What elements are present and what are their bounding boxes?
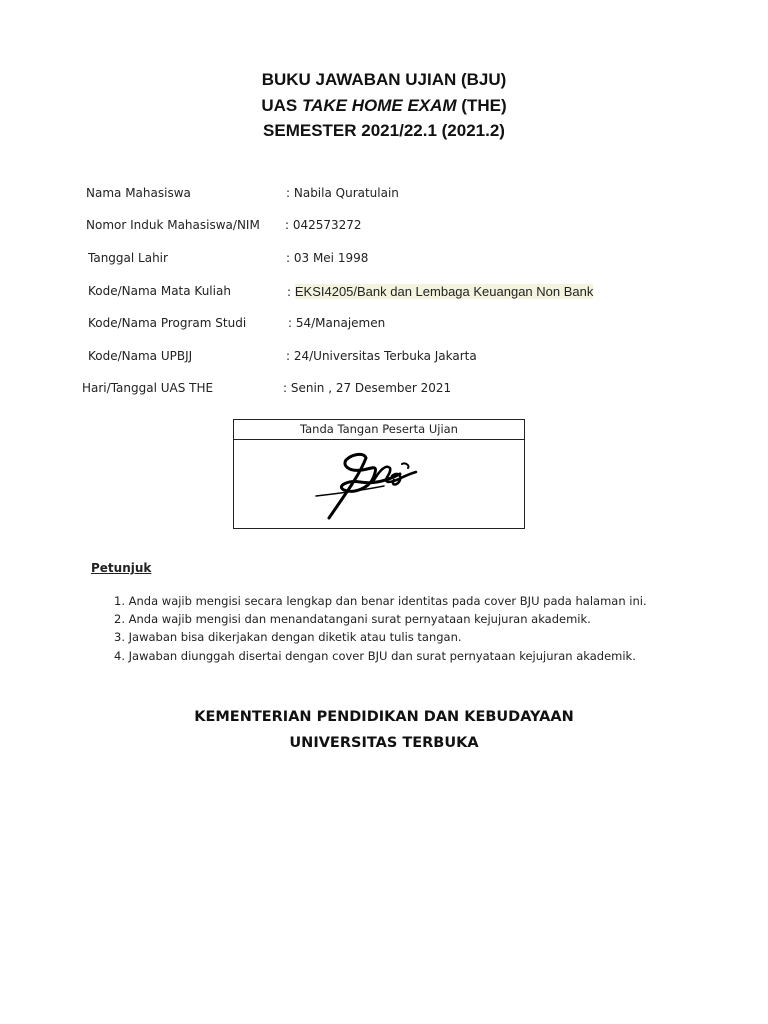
title-prefix: UAS <box>261 96 302 115</box>
instruction-item-1: 1. Anda wajib mengisi secara lengkap dan benar identitas pada cover BJU pada halaman ini. <box>114 594 647 608</box>
title-suffix: (THE) <box>456 96 507 115</box>
value-matkul-highlight: EKSI4205/Bank dan Lembaga Keuangan Non Bank <box>294 284 594 299</box>
signature-box <box>233 419 525 529</box>
label-upbjj: Kode/Nama UPBJJ <box>88 349 193 363</box>
doc-title-line3: SEMESTER 2021/22.1 (2021.2) <box>263 121 505 140</box>
doc-title-line2 <box>0 96 768 116</box>
title-italic: TAKE HOME EXAM <box>302 96 457 115</box>
label-nim: Nomor Induk Mahasiswa/NIM <box>86 218 260 232</box>
value-nim: : 042573272 <box>285 218 362 232</box>
value-hari: : Senin , 27 Desember 2021 <box>283 381 452 395</box>
label-hari: Hari/Tanggal UAS THE <box>82 381 214 395</box>
value-upbjj: : 24/Universitas Terbuka Jakarta <box>286 349 477 363</box>
instructions-title: Petunjuk <box>91 561 152 575</box>
signature-image <box>304 446 434 522</box>
label-matkul: Kode/Nama Mata Kuliah <box>88 284 231 298</box>
value-matkul-prefix: : <box>287 285 295 299</box>
instruction-item-3: 3. Jawaban bisa dikerjakan dengan diketik atau tulis tangan. <box>114 630 462 644</box>
footer-ministry: KEMENTERIAN PENDIDIKAN DAN KEBUDAYAAN <box>194 709 574 725</box>
instruction-item-4: 4. Jawaban diunggah disertai dengan cover BJU dan surat pernyataan kejujuran akademik. <box>114 649 636 663</box>
value-lahir: : 03 Mei 1998 <box>286 251 369 265</box>
doc-title-line1: BUKU JAWABAN UJIAN (BJU) <box>261 70 507 89</box>
label-nama: Nama Mahasiswa <box>86 186 191 200</box>
signature-header: Tanda Tangan Peserta Ujian <box>234 420 524 440</box>
label-lahir: Tanggal Lahir <box>88 251 168 265</box>
value-prodi: : 54/Manajemen <box>288 316 386 330</box>
value-matkul <box>287 284 593 299</box>
footer-university: UNIVERSITAS TERBUKA <box>289 735 479 751</box>
instruction-item-2: 2. Anda wajib mengisi dan menandatangani surat pernyataan kejujuran akademik. <box>114 612 591 626</box>
value-nama: : Nabila Quratulain <box>286 186 399 200</box>
label-prodi: Kode/Nama Program Studi <box>88 316 247 330</box>
